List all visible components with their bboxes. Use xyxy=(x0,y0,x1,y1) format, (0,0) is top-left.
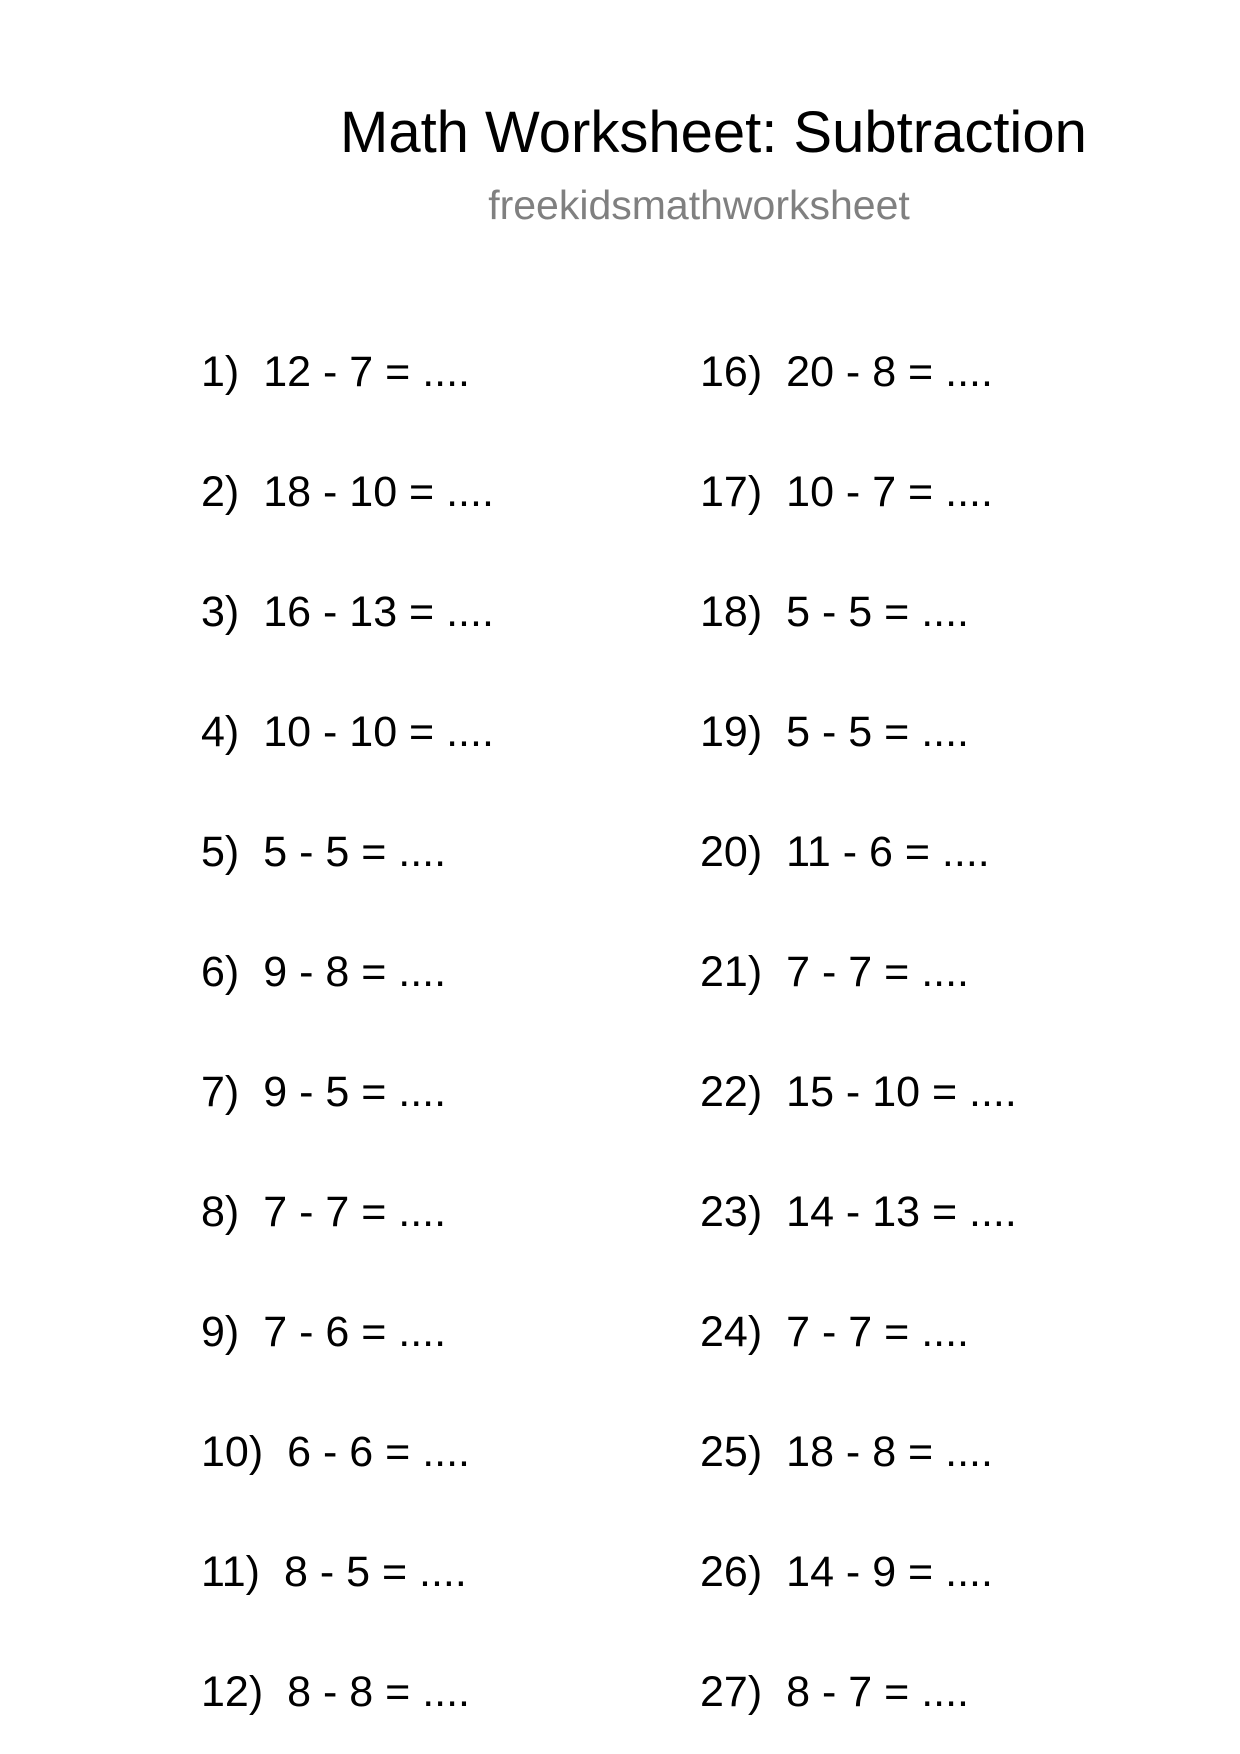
problem-number: 2) xyxy=(201,468,240,516)
problem-number: 9) xyxy=(201,1308,240,1356)
problem-item xyxy=(201,1667,470,1717)
page-title: Math Worksheet: Subtraction xyxy=(340,100,1087,165)
problem-item xyxy=(700,1667,969,1717)
problem-expression: 11 - 6 = .... xyxy=(786,828,990,876)
problem-number: 27) xyxy=(700,1668,763,1716)
problem-expression: 7 - 7 = .... xyxy=(786,1308,969,1356)
problem-expression: 7 - 7 = .... xyxy=(263,1188,447,1236)
problem-item xyxy=(201,1187,446,1237)
problem-expression: 5 - 5 = .... xyxy=(786,588,969,636)
problem-item xyxy=(201,707,494,757)
problem-item xyxy=(700,1067,1017,1117)
problem-number: 17) xyxy=(700,468,763,516)
problem-item xyxy=(201,347,470,397)
problem-expression: 18 - 8 = .... xyxy=(786,1428,993,1476)
problem-item xyxy=(700,1427,993,1477)
problem-item xyxy=(201,1067,446,1117)
problem-item xyxy=(700,947,969,997)
problem-number: 22) xyxy=(700,1068,763,1116)
problem-item xyxy=(201,947,446,997)
problem-expression: 8 - 8 = .... xyxy=(287,1668,470,1716)
problem-expression: 6 - 6 = .... xyxy=(287,1428,470,1476)
problem-number: 7) xyxy=(201,1068,240,1116)
problem-number: 20) xyxy=(700,828,763,876)
problem-item xyxy=(201,1307,446,1357)
problem-number: 1) xyxy=(201,348,240,396)
problem-number: 3) xyxy=(201,588,240,636)
problem-number: 11) xyxy=(201,1548,260,1596)
problem-number: 26) xyxy=(700,1548,763,1596)
problem-number: 21) xyxy=(700,948,763,996)
problem-expression: 10 - 10 = .... xyxy=(263,708,494,756)
problem-expression: 5 - 5 = .... xyxy=(786,708,969,756)
problem-expression: 14 - 13 = .... xyxy=(786,1188,1017,1236)
problem-expression: 20 - 8 = .... xyxy=(786,348,993,396)
problem-item xyxy=(700,707,969,757)
problem-number: 6) xyxy=(201,948,240,996)
problem-item xyxy=(700,827,990,877)
problem-number: 8) xyxy=(201,1188,240,1236)
problem-expression: 14 - 9 = .... xyxy=(786,1548,993,1596)
problem-item xyxy=(201,1427,470,1477)
problem-item xyxy=(201,587,494,637)
problem-expression: 8 - 5 = .... xyxy=(283,1548,467,1596)
problem-item xyxy=(700,1307,969,1357)
problem-item xyxy=(700,1187,1017,1237)
problem-number: 23) xyxy=(700,1188,763,1236)
problem-item xyxy=(201,827,446,877)
problem-expression: 18 - 10 = .... xyxy=(263,468,494,516)
problem-item xyxy=(700,587,969,637)
problem-expression: 5 - 5 = .... xyxy=(263,828,447,876)
problem-expression: 9 - 8 = .... xyxy=(263,948,447,996)
problem-item xyxy=(700,347,993,397)
problem-number: 16) xyxy=(700,348,763,396)
problem-number: 4) xyxy=(201,708,240,756)
problem-number: 10) xyxy=(201,1428,264,1476)
problem-number: 25) xyxy=(700,1428,763,1476)
problem-expression: 7 - 6 = .... xyxy=(263,1308,447,1356)
problem-expression: 10 - 7 = .... xyxy=(786,468,993,516)
problem-expression: 8 - 7 = .... xyxy=(786,1668,969,1716)
problem-number: 5) xyxy=(201,828,240,876)
problem-expression: 7 - 7 = .... xyxy=(786,948,969,996)
problem-item xyxy=(700,1547,993,1597)
problem-number: 12) xyxy=(201,1668,264,1716)
problem-expression: 9 - 5 = .... xyxy=(263,1068,447,1116)
problem-expression: 12 - 7 = .... xyxy=(263,348,470,396)
problem-item xyxy=(201,467,494,517)
problem-item xyxy=(201,1547,467,1597)
problem-number: 18) xyxy=(700,588,763,636)
problem-number: 19) xyxy=(700,708,763,756)
problem-expression: 16 - 13 = .... xyxy=(263,588,494,636)
problem-item xyxy=(700,467,993,517)
problem-expression: 15 - 10 = .... xyxy=(786,1068,1017,1116)
problem-number: 24) xyxy=(700,1308,763,1356)
page-subtitle: freekidsmathworksheet xyxy=(488,182,910,228)
